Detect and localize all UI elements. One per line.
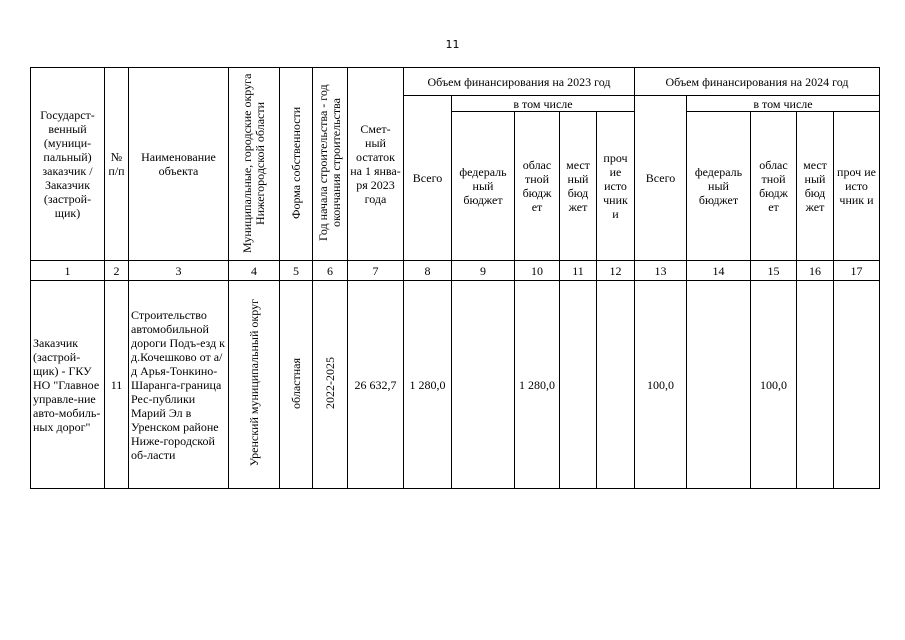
header-regional-2023: облас тной бюдж ет — [515, 112, 560, 261]
header-customer: Государст-венный (муници-пальный) заказчик / Заказчик (застрой-щик) — [31, 68, 105, 261]
header-regional-2024: облас тной бюдж ет — [751, 112, 797, 261]
header-years: Год начала строительства - год окончания строительства — [313, 68, 348, 261]
column-number: 12 — [597, 261, 635, 281]
column-number: 8 — [404, 261, 452, 281]
header-total-2023: Всего — [404, 96, 452, 261]
header-incl-2024: в том числе — [687, 96, 880, 112]
cell-total-2023: 1 280,0 — [404, 281, 452, 489]
cell-years: 2022-2025 — [313, 281, 348, 489]
cell-object-name: Строительство автомобильной дороги Подъ-езд к д.Кочешково от а/д Арья-Тонкино-Шаранга-граница Рес-публики Марий Эл в Уренском районе Ниже-городской об-ласти — [129, 281, 229, 489]
column-number: 7 — [348, 261, 404, 281]
column-number: 11 — [560, 261, 597, 281]
cell-num: 11 — [105, 281, 129, 489]
column-number: 4 — [229, 261, 280, 281]
cell-local-2024 — [797, 281, 834, 489]
cell-regional-2023: 1 280,0 — [515, 281, 560, 489]
header-num: № п/п — [105, 68, 129, 261]
header-ownership: Форма собственности — [280, 68, 313, 261]
cell-municipality: Уренский муниципальный округ — [229, 281, 280, 489]
header-federal-2024: федераль ный бюджет — [687, 112, 751, 261]
cell-other-2024 — [834, 281, 880, 489]
header-local-2024: мест ный бюд жет — [797, 112, 834, 261]
cell-federal-2023 — [452, 281, 515, 489]
column-numbers-row — [31, 261, 880, 281]
column-number: 6 — [313, 261, 348, 281]
header-object-name: Наименование объекта — [129, 68, 229, 261]
column-number: 10 — [515, 261, 560, 281]
column-number: 13 — [635, 261, 687, 281]
header-total-2024: Всего — [635, 96, 687, 261]
header-estimate: Смет-ный остаток на 1 янва-ря 2023 года — [348, 68, 404, 261]
column-number: 5 — [280, 261, 313, 281]
cell-local-2023 — [560, 281, 597, 489]
header-other-2024: проч ие исто чник и — [834, 112, 880, 261]
table-row — [31, 281, 880, 489]
header-local-2023: мест ный бюд жет — [560, 112, 597, 261]
column-number: 15 — [751, 261, 797, 281]
header-group-2024: Объем финансирования на 2024 год — [635, 68, 880, 96]
column-number: 16 — [797, 261, 834, 281]
cell-customer: Заказчик (застрой-щик) - ГКУ НО "Главное управле-ние авто-мобиль-ных дорог" — [31, 281, 105, 489]
cell-ownership: областная — [280, 281, 313, 489]
cell-regional-2024: 100,0 — [751, 281, 797, 489]
column-number: 14 — [687, 261, 751, 281]
column-number: 1 — [31, 261, 105, 281]
column-number: 3 — [129, 261, 229, 281]
header-incl-2023: в том числе — [452, 96, 635, 112]
header-other-2023: проч ие исто чник и — [597, 112, 635, 261]
column-number: 9 — [452, 261, 515, 281]
header-federal-2023: федераль ный бюджет — [452, 112, 515, 261]
financing-table — [30, 67, 880, 489]
cell-estimate: 26 632,7 — [348, 281, 404, 489]
cell-other-2023 — [597, 281, 635, 489]
cell-total-2024: 100,0 — [635, 281, 687, 489]
column-number: 2 — [105, 261, 129, 281]
column-number: 17 — [834, 261, 880, 281]
cell-federal-2024 — [687, 281, 751, 489]
page-number: 11 — [445, 38, 460, 51]
header-municipality: Муниципальные, городские округа Нижегородской области — [229, 68, 280, 261]
header-group-2023: Объем финансирования на 2023 год — [404, 68, 635, 96]
